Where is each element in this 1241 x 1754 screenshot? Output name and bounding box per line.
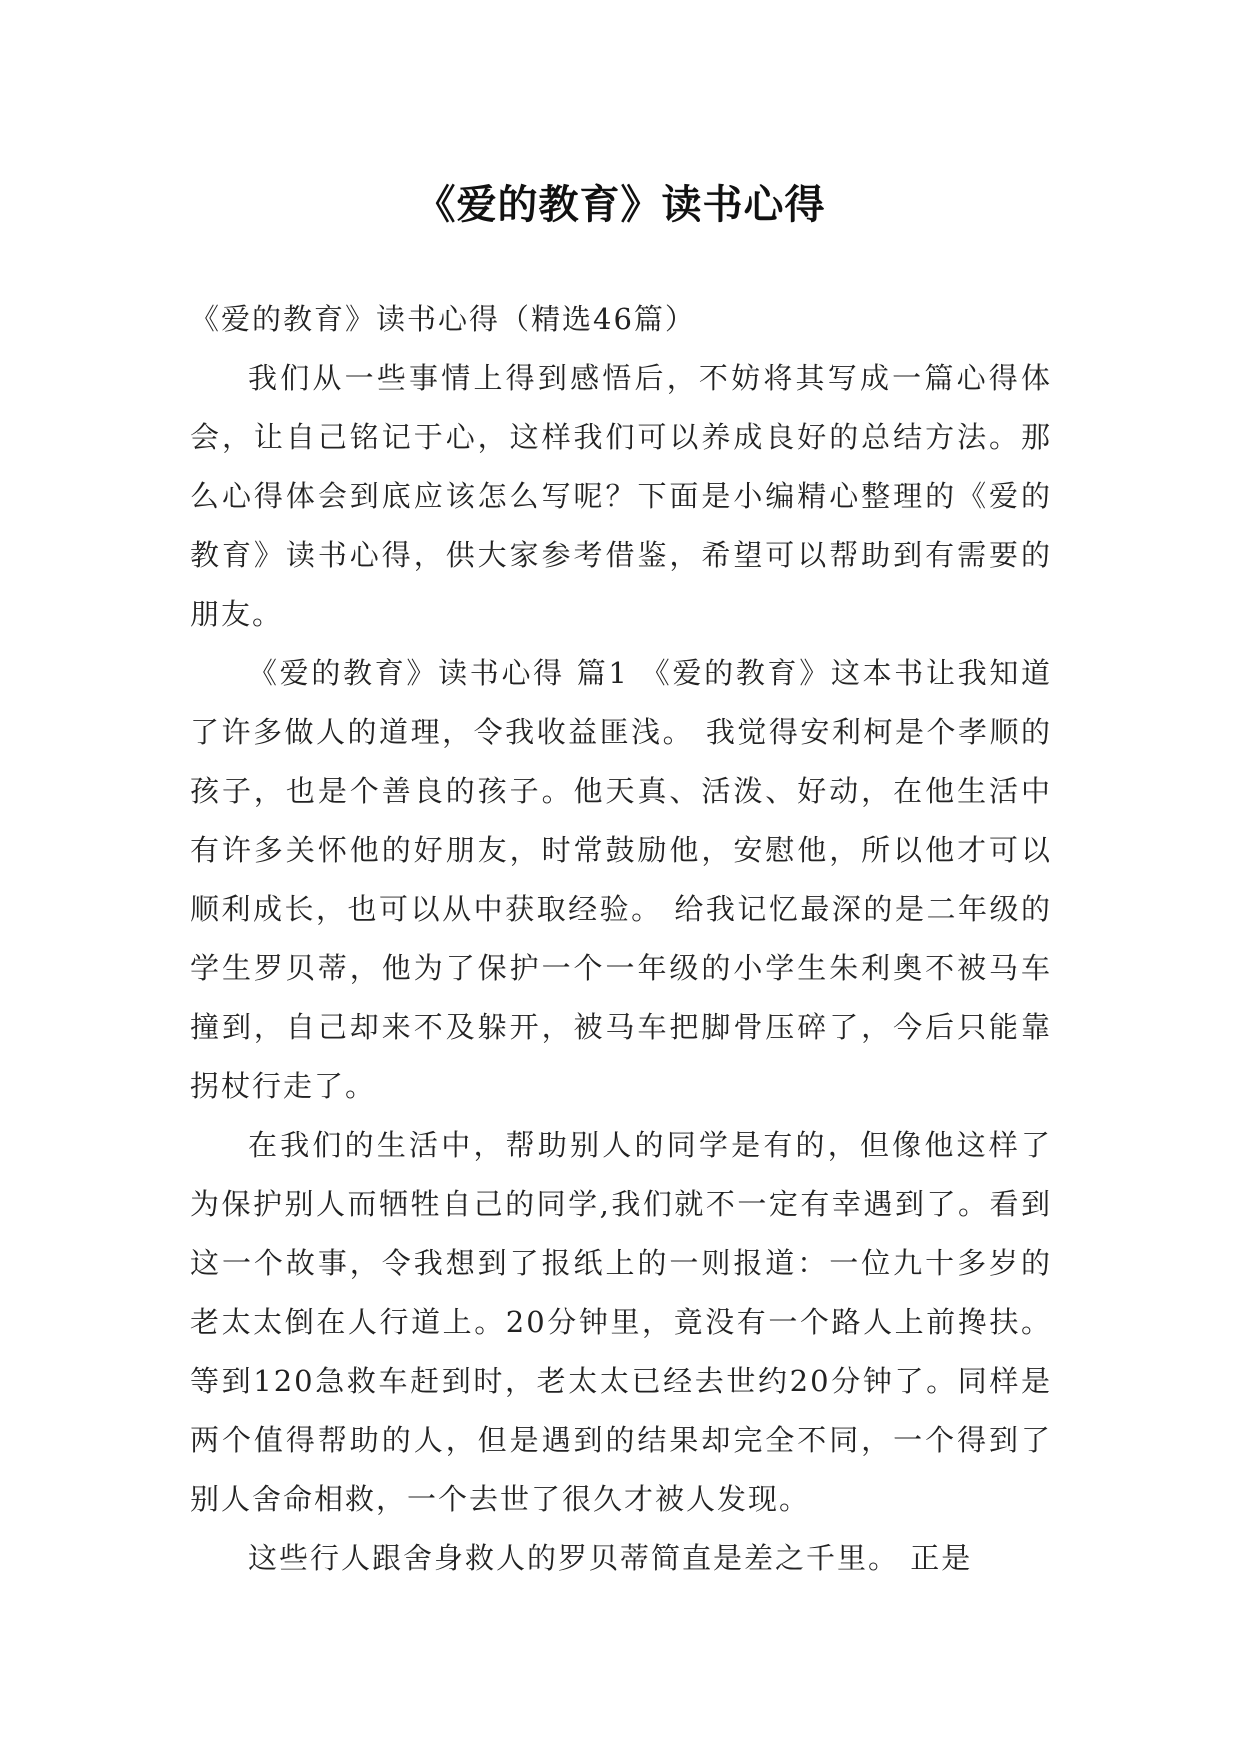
- paragraph-essay-1: 《爱的教育》读书心得 篇1 《爱的教育》这本书让我知道了许多做人的道理，令我收益匪浅。 我觉得安利柯是个孝顺的孩子，也是个善良的孩子。他天真、活泼、好动，在他生活中有许多关怀他的好朋友，时常鼓励他，安慰他，所以他才可以顺利成长，也可以从中获取经验。 给我记忆最深的是二年级的学生罗贝蒂，他为了保护一个一年级的小学生朱利奥不被马车撞到，自己却来不及躲开，被马车把脚骨压碎了，今后只能靠拐杖行走了。: [190, 656, 1052, 1103]
- paragraph-intro: 我们从一些事情上得到感悟后，不妨将其写成一篇心得体会，让自己铭记于心，这样我们可以养成良好的总结方法。那么心得体会到底应该怎么写呢？下面是小编精心整理的《爱的教育》读书心得，供大家参考借鉴，希望可以帮助到有需要的朋友。: [190, 361, 1052, 631]
- paragraph-essay-1-continued: 在我们的生活中，帮助别人的同学是有的，但像他这样了为保护别人而牺牲自己的同学,我们就不一定有幸遇到了。看到这一个故事，令我想到了报纸上的一则报道：一位九十多岁的老太太倒在人行道上。20分钟里，竟没有一个路人上前搀扶。等到120急救车赶到时，老太太已经去世约20分钟了。同样是两个值得帮助的人，但是遇到的结果却完全不同，一个得到了别人舍命相救，一个去世了很久才被人发现。: [190, 1128, 1052, 1516]
- document-subtitle: 《爱的教育》读书心得（精选46篇）: [190, 302, 696, 336]
- document-body: [190, 290, 1052, 1588]
- paragraph-essay-1-closing: 这些行人跟舍身救人的罗贝蒂简直是差之千里。 正是: [248, 1541, 973, 1575]
- document-title: 《爱的教育》读书心得: [415, 181, 826, 228]
